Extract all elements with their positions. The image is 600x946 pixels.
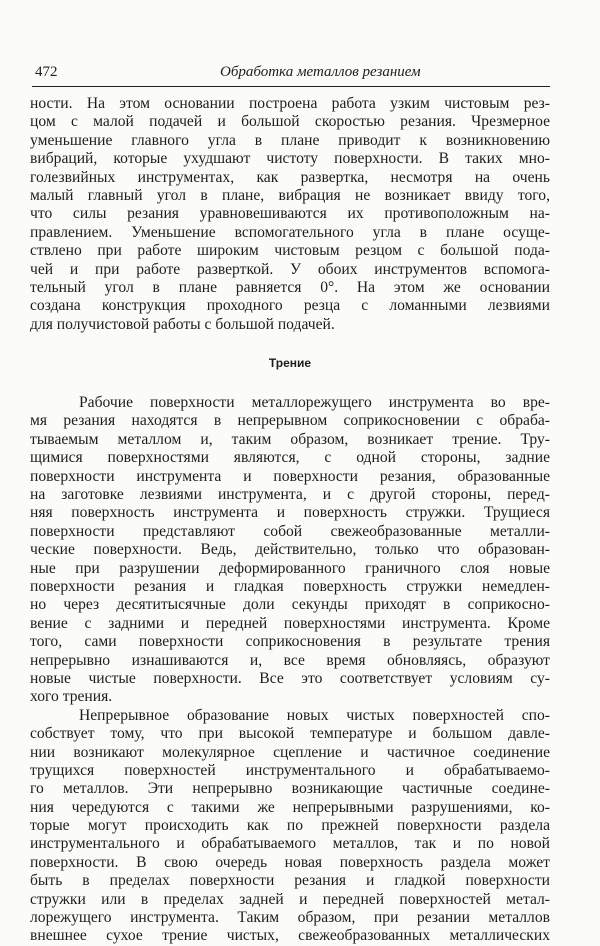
text-line: ческие поверхности. Ведь, действительно, только что образован- — [30, 541, 550, 559]
intro-paragraph — [30, 95, 550, 334]
text-line: внешнее сухое трение чистых, свежеобразованных металлических — [30, 927, 550, 945]
text-line: щимися поверхностями являются, с одной стороны, задние — [30, 449, 550, 467]
text-line: ные при разрушении деформированного граничного слоя новые — [30, 559, 550, 577]
section-heading: Трение — [268, 356, 312, 371]
text-line: быть в пределах поверхности резания и гладкой поверхности — [30, 872, 550, 890]
text-line: на заготовке лезвиями инструмента, и с другой стороны, перед- — [30, 486, 550, 504]
text-line: цом с малой подачей и большой скоростью резания. Чрезмерное — [30, 113, 550, 131]
text-line: тельный угол в плане равняется 0°. На этом же основании — [30, 278, 550, 296]
text-line: малый главный угол в плане, вибрация не возникает ввиду того, — [30, 186, 550, 204]
text-line: поверхности. В свою очередь новая поверхность раздела может — [30, 853, 550, 871]
text-line: хого трения. — [30, 688, 113, 706]
text-line: ния чередуются с такими же непрерывными разрушениями, ко- — [30, 798, 550, 816]
friction-paragraph-2 — [30, 707, 550, 946]
text-line: поверхности представляют собой свежеобразованные металли- — [30, 522, 550, 540]
text-line: поверхности инструмента и поверхности резания, образованные — [30, 467, 550, 485]
text-line: торые могут происходить как по прежней поверхности раздела — [30, 817, 550, 835]
body-text — [30, 95, 550, 946]
text-line: что силы резания уравновешиваются их противоположным на- — [30, 205, 550, 223]
text-line: собствует тому, что при высокой температуре и большом давле- — [30, 725, 550, 743]
text-line: няя поверхность инструмента и поверхность стружки. Трущиеся — [30, 504, 550, 522]
text-line: Рабочие поверхности металлорежущего инструмента во вре- — [79, 394, 550, 412]
text-line: Непрерывное образование новых чистых поверхностей спо- — [79, 706, 550, 724]
page-header — [32, 62, 550, 87]
text-line: чей и при работе разверткой. У обоих инструментов вспомога- — [30, 260, 550, 278]
text-line: ствлено при работе широким чистовым резцом с большой пода- — [30, 242, 550, 260]
text-line: трущихся поверхностей инструментального и обрабатываемо- — [30, 761, 550, 779]
text-line: вибраций, которые ухудшают чистоту поверхности. В таких мно- — [30, 150, 550, 168]
text-line: вение с задними и передней поверхностями инструмента. Кроме — [30, 614, 550, 632]
text-line: для получистовой работы с большой подачей. — [30, 315, 335, 333]
text-line: го металлов. Эти непрерывно возникающие частичные соедине- — [30, 780, 550, 798]
text-line: нии возникают молекулярное сцепление и частичное соединение — [30, 743, 550, 761]
running-title: Обработка металлов резанием — [220, 64, 421, 80]
text-line: поверхности резания и гладкая поверхность стружки немедлен- — [30, 577, 550, 595]
text-line: стружки или в пределах задней и передней поверхностей метал- — [30, 890, 550, 908]
text-line: уменьшение главного угла в плане приводит к возникновению — [30, 131, 550, 149]
text-line: мя резания находятся в непрерывном соприкосновении с обраба- — [30, 412, 550, 430]
page-number: 472 — [35, 64, 58, 80]
text-line: лорежущего инструмента. Таким образом, при резании металлов — [30, 909, 550, 927]
text-line: того, сами поверхности соприкосновения в результате трения — [30, 633, 550, 651]
text-line: но через десятитысячные доли секунды приходят в соприкосно- — [30, 596, 550, 614]
text-line: голезвийных инструментах, как развертка, несмотря на очень — [30, 168, 550, 186]
friction-paragraph-1 — [30, 394, 550, 707]
text-line: правлением. Уменьшение вспомогательного угла в плане осуще- — [30, 223, 550, 241]
text-line: создана конструкция проходного резца с ломанными лезвиями — [30, 297, 550, 315]
text-line: тываемым металлом и, таким образом, возникает трение. Тру- — [30, 430, 550, 448]
text-line: инструментального и обрабатываемого металлов, так и по новой — [30, 835, 550, 853]
text-line: непрерывно изнашиваются и, все время обновляясь, образуют — [30, 651, 550, 669]
text-line: новые чистые поверхности. Все это соответствует условиям су- — [30, 669, 550, 687]
text-line: ности. На этом основании построена работа узким чистовым рез- — [30, 95, 550, 112]
